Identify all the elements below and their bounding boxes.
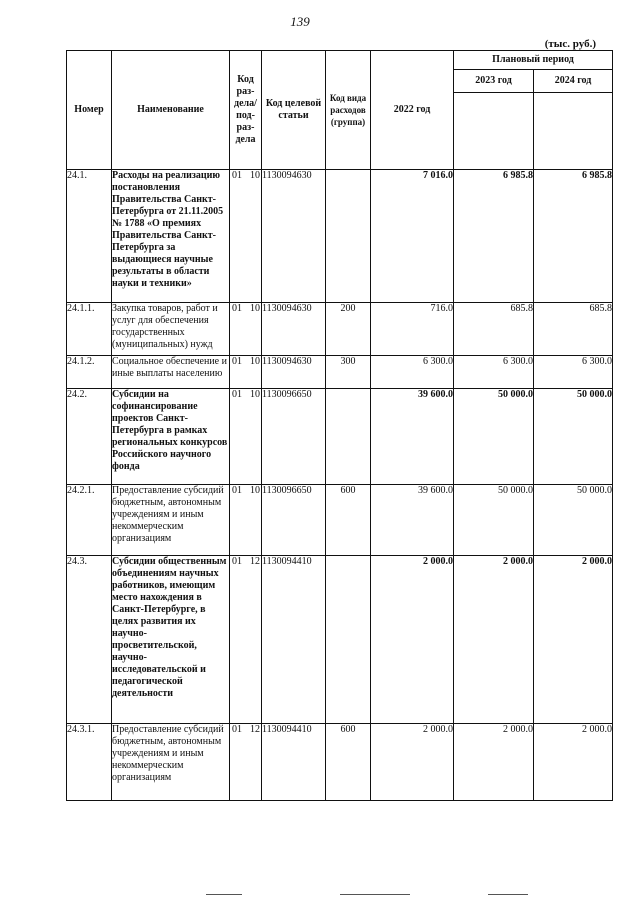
row-target: 1130096650 (262, 389, 326, 485)
row-section-code: 01 (232, 356, 242, 367)
row-subsection-code: 10 (250, 170, 260, 181)
row-number: 24.3.1. (67, 724, 112, 801)
row-section (230, 303, 262, 356)
row-amount-2022: 2 000.0 (371, 556, 454, 724)
row-amount-2023: 50 000.0 (454, 389, 534, 485)
row-amount-2022: 2 000.0 (371, 724, 454, 801)
header-2024: 2024 год (534, 70, 613, 93)
row-amount-2023: 2 000.0 (454, 556, 534, 724)
table-body (67, 170, 613, 801)
header-plan-period: Плановый период (454, 51, 613, 70)
row-section-code: 01 (232, 303, 242, 314)
row-section-code: 01 (232, 556, 242, 567)
row-type: 300 (326, 356, 371, 389)
row-section-code: 01 (232, 724, 242, 735)
row-type: 600 (326, 485, 371, 556)
table-row (67, 389, 613, 485)
header-section: Код раз-дела/ под-раз-дела (230, 51, 262, 170)
row-amount-2024: 2 000.0 (534, 724, 613, 801)
footer-mark (488, 894, 528, 895)
header-target: Код целевой статьи (262, 51, 326, 170)
row-target: 1130094410 (262, 556, 326, 724)
header-2022: 2022 год (371, 51, 454, 170)
row-target: 1130094630 (262, 303, 326, 356)
page-number: 139 (290, 14, 310, 29)
row-amount-2024: 6 300.0 (534, 356, 613, 389)
header-number: Номер (67, 51, 112, 170)
row-type: 200 (326, 303, 371, 356)
row-target: 1130094630 (262, 170, 326, 303)
row-name: Предоставление субсидий бюджетным, автономным учреждениям и иным некоммерческим организациям (112, 485, 230, 556)
row-name: Субсидии на софинансирование проектов Санкт-Петербурга в рамках региональных конкурсов Российского научного фонда (112, 389, 230, 485)
table-row (67, 356, 613, 389)
row-amount-2024: 6 985.8 (534, 170, 613, 303)
row-name: Расходы на реализацию постановления Правительства Санкт-Петербурга от 21.11.2005 № 1788 «О премиях Правительства Санкт-Петербурга за выдающиеся научные результаты в области науки и техники» (112, 170, 230, 303)
row-amount-2023: 6 985.8 (454, 170, 534, 303)
row-section (230, 556, 262, 724)
row-subsection-code: 12 (250, 556, 260, 567)
row-section (230, 389, 262, 485)
row-amount-2023: 50 000.0 (454, 485, 534, 556)
footer-mark (340, 894, 410, 895)
row-section (230, 485, 262, 556)
row-subsection-code: 10 (250, 485, 260, 496)
row-amount-2023: 6 300.0 (454, 356, 534, 389)
header-type: Код вида расходов (группа) (326, 51, 371, 170)
header-2023-spacer (454, 93, 534, 170)
row-number: 24.3. (67, 556, 112, 724)
row-section-code: 01 (232, 389, 242, 400)
row-type: 600 (326, 724, 371, 801)
row-name: Социальное обеспечение и иные выплаты населению (112, 356, 230, 389)
row-subsection-code: 12 (250, 724, 260, 735)
row-amount-2022: 7 016.0 (371, 170, 454, 303)
row-name: Субсидии общественным объединениям научных работников, имеющим место нахождения в Санкт-Петербурге, в целях развития их научно-просветительской, научно-исследовательской и педагогической деятельности (112, 556, 230, 724)
row-name: Закупка товаров, работ и услуг для обеспечения государственных (муниципальных) нужд (112, 303, 230, 356)
header-2024-spacer (534, 93, 613, 170)
row-section (230, 356, 262, 389)
table-row (67, 170, 613, 303)
row-amount-2022: 39 600.0 (371, 389, 454, 485)
row-amount-2023: 2 000.0 (454, 724, 534, 801)
table-row (67, 303, 613, 356)
row-subsection-code: 10 (250, 303, 260, 314)
row-amount-2022: 6 300.0 (371, 356, 454, 389)
budget-table (66, 50, 613, 801)
row-subsection-code: 10 (250, 356, 260, 367)
header-name: Наименование (112, 51, 230, 170)
footer-mark (206, 894, 242, 895)
table-row (67, 485, 613, 556)
row-amount-2024: 50 000.0 (534, 485, 613, 556)
row-number: 24.1. (67, 170, 112, 303)
table-row (67, 724, 613, 801)
row-section (230, 170, 262, 303)
row-amount-2022: 39 600.0 (371, 485, 454, 556)
header-2023: 2023 год (454, 70, 534, 93)
row-amount-2024: 685.8 (534, 303, 613, 356)
row-number: 24.1.2. (67, 356, 112, 389)
row-section (230, 724, 262, 801)
row-target: 1130096650 (262, 485, 326, 556)
row-type (326, 556, 371, 724)
table-row (67, 556, 613, 724)
row-section-code: 01 (232, 485, 242, 496)
row-number: 24.2. (67, 389, 112, 485)
row-target: 1130094630 (262, 356, 326, 389)
row-number: 24.2.1. (67, 485, 112, 556)
row-section-code: 01 (232, 170, 242, 181)
row-amount-2023: 685.8 (454, 303, 534, 356)
row-amount-2024: 50 000.0 (534, 389, 613, 485)
row-type (326, 389, 371, 485)
row-name: Предоставление субсидий бюджетным, автономным учреждениям и иным некоммерческим организациям (112, 724, 230, 801)
row-subsection-code: 10 (250, 389, 260, 400)
row-number: 24.1.1. (67, 303, 112, 356)
row-amount-2024: 2 000.0 (534, 556, 613, 724)
row-target: 1130094410 (262, 724, 326, 801)
row-type (326, 170, 371, 303)
row-amount-2022: 716.0 (371, 303, 454, 356)
units-label: (тыс. руб.) (544, 38, 596, 50)
